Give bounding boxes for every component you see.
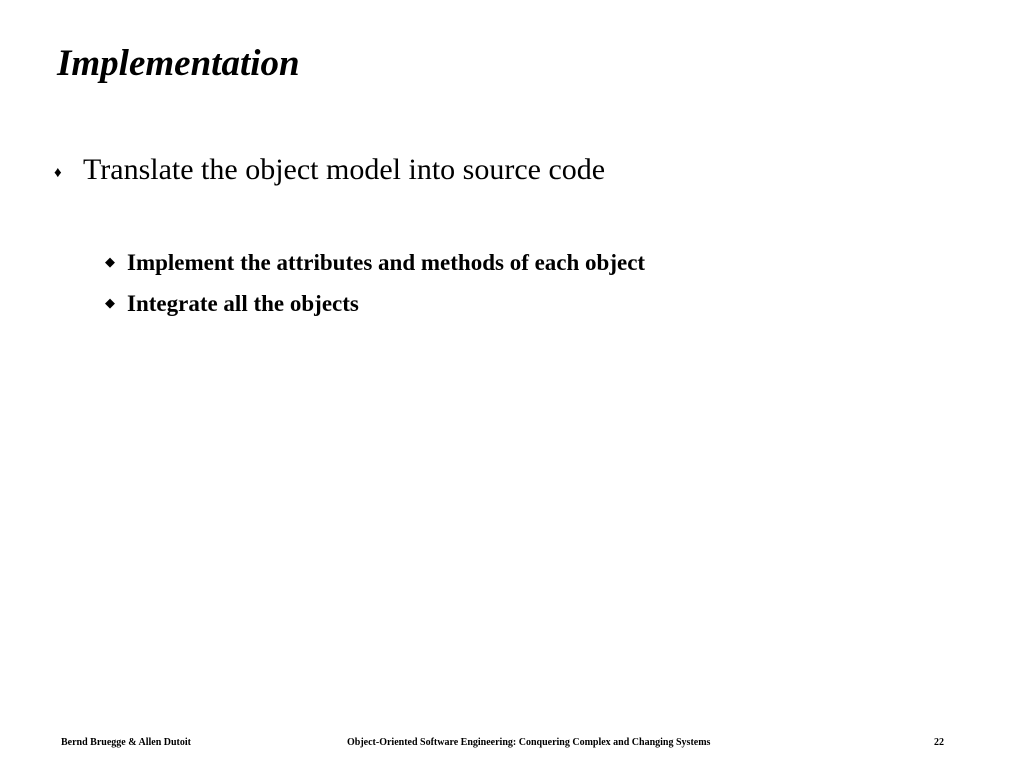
sub-bullet-item	[105, 286, 645, 322]
footer-authors: Bernd Bruegge & Allen Dutoit	[61, 737, 191, 748]
diamond-bullet-icon: ◆	[105, 253, 115, 269]
footer-page-number: 22	[934, 737, 944, 748]
diamond-bullet-icon: ◆	[105, 294, 115, 310]
slide-title: Implementation	[57, 43, 300, 84]
sub-bullet-text: Integrate all the objects	[127, 291, 359, 316]
sub-bullet-list	[105, 245, 645, 327]
diamond-bullet-icon: ♦	[54, 164, 62, 181]
footer-book-title: Object-Oriented Software Engineering: Conquering Complex and Changing Systems	[347, 737, 711, 748]
bullet-item	[53, 150, 605, 190]
bullet-text: Translate the object model into source code	[83, 153, 606, 186]
sub-bullet-text: Implement the attributes and methods of each object	[127, 250, 646, 275]
sub-bullet-item	[105, 245, 645, 281]
